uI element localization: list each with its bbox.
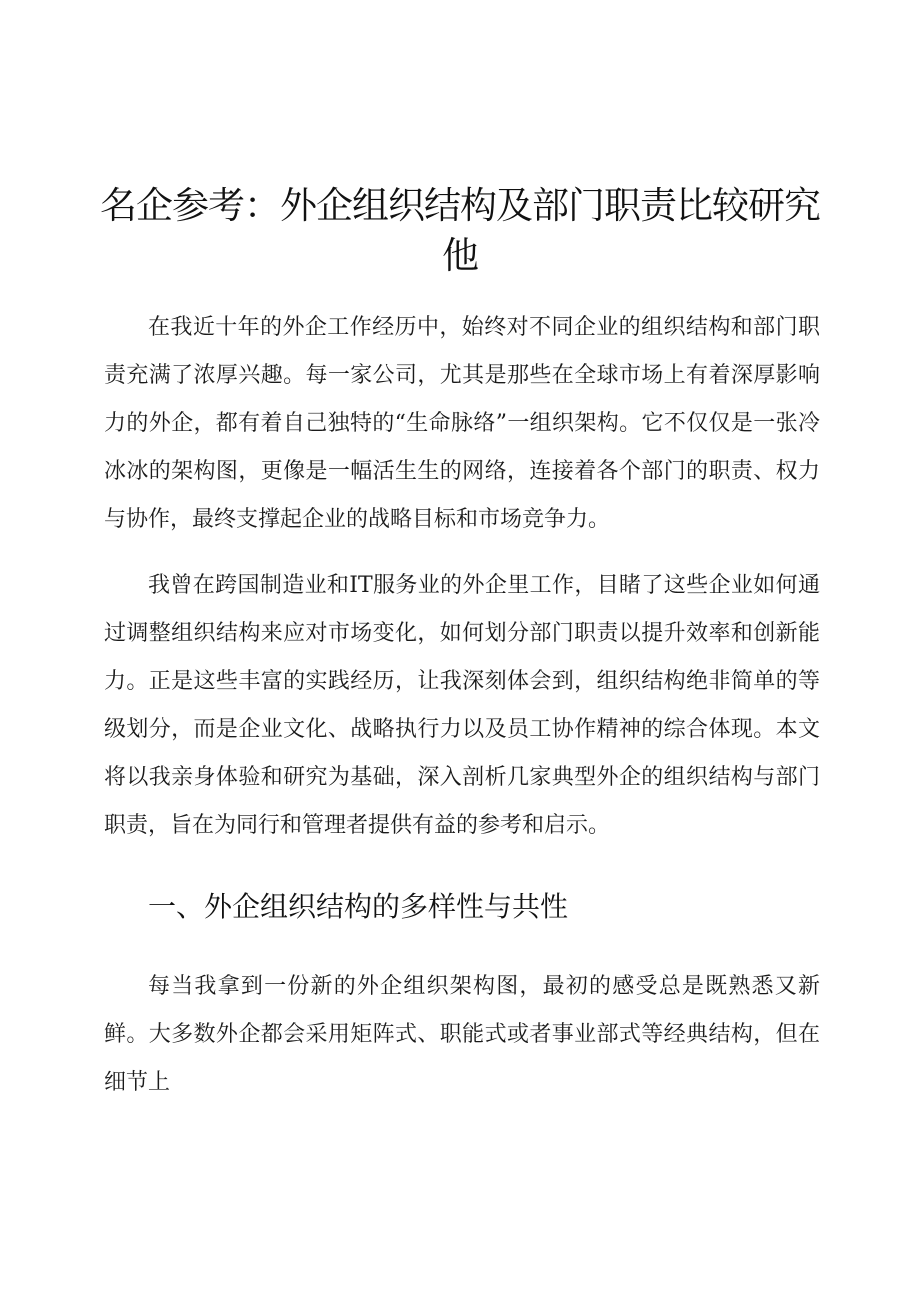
intro-paragraph-1: 在我近十年的外企工作经历中，始终对不同企业的组织结构和部门职责充满了浓厚兴趣。每一家公司，尤其是那些在全球市场上有着深厚影响力的外企，都有着自己独特的“生命脉络”一组织架构。它不仅仅是一张冷冰冰的架构图，更像是一幅活生生的网络，连接着各个部门的职责、权力与协作，最终支撑起企业的战略目标和市场竞争力。 [104,315,820,532]
intro-paragraph-2: 我曾在跨国制造业和IT服务业的外企里工作，目睹了这些企业如何通过调整组织结构来应对市场变化，如何划分部门职责以提升效率和创新能力。正是这些丰富的实践经历，让我深刻体会到，组织结构绝非简单的等级划分，而是企业文化、战略执行力以及员工协作精神的综合体现。本文将以我亲身体验和研究为基础，深入剖析几家典型外企的组织结构与部门职责，旨在为同行和管理者提供有益的参考和启示。 [104,573,820,838]
document-title: 名企参考：外企组织结构及部门职责比较研究他 [100,184,820,277]
section-heading: 一、外企组织结构的多样性与共性 [148,890,569,923]
section-paragraph: 每当我拿到一份新的外企组织架构图，最初的感受总是既熟悉又新鲜。大多数外企都会采用矩阵式、职能式或者事业部式等经典结构，但在细节上 [104,974,820,1095]
